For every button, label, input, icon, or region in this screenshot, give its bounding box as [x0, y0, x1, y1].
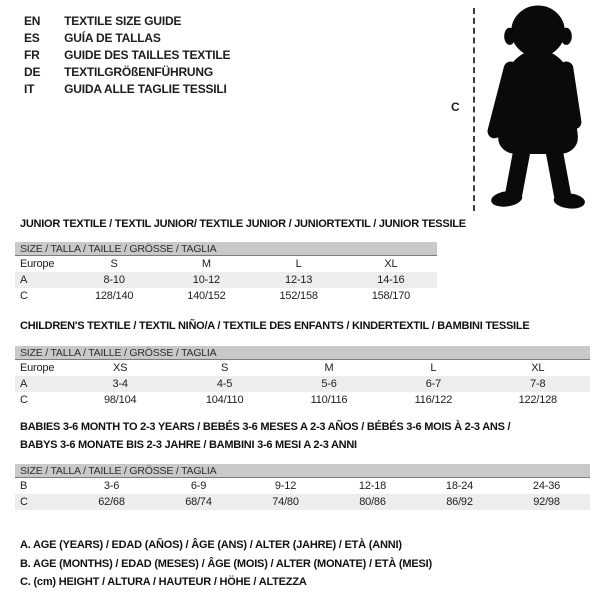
- table-cell: 98/104: [103, 394, 137, 406]
- language-label: GUIDA ALLE TAGLIE TESSILI: [64, 82, 227, 96]
- junior-table: [15, 242, 437, 304]
- babies-table-title-line1: BABIES 3-6 MONTH TO 2-3 YEARS / BEBÉS 3-6 MESES A 2-3 AÑOS / BÉBÉS 3-6 MOIS À 2-3 ANS /: [20, 421, 511, 433]
- table-cell: Europe: [20, 258, 55, 270]
- table-cell: A: [20, 378, 28, 390]
- table-cell: 6-7: [425, 378, 442, 390]
- language-label: GUÍA DE TALLAS: [64, 31, 161, 45]
- language-row-es: [24, 30, 230, 47]
- babies-table-title: [20, 419, 580, 454]
- table-row: [15, 376, 590, 392]
- table-cell: C: [20, 394, 28, 406]
- table-cell: M: [201, 258, 211, 270]
- footnote-b: B. AGE (MONTHS) / EDAD (MESES) / ÂGE (MOIS) / ALTER (MONATE) / ETÀ (MESI): [20, 557, 432, 570]
- language-code: ES: [24, 31, 40, 45]
- language-code: DE: [24, 65, 41, 79]
- table-cell: 74/80: [272, 496, 299, 508]
- table-cell: 12-18: [358, 480, 387, 492]
- language-code: EN: [24, 14, 41, 28]
- table-row: [15, 272, 437, 288]
- table-cell: 140/152: [187, 290, 226, 302]
- table-row: [15, 478, 590, 494]
- babies-size-table: [15, 478, 590, 510]
- table-row: [15, 288, 437, 304]
- table-cell: 24-36: [532, 480, 561, 492]
- table-row: [15, 360, 590, 376]
- children-table: [15, 346, 590, 408]
- table-cell: 116/122: [414, 394, 453, 406]
- table-cell: 80/86: [359, 496, 386, 508]
- table-cell: 8-10: [103, 274, 125, 286]
- footnotes: [20, 536, 432, 592]
- table-cell: 10-12: [192, 274, 220, 286]
- table-cell: 152/158: [279, 290, 318, 302]
- table-cell: 7-8: [530, 378, 546, 390]
- children-table-title: CHILDREN'S TEXTILE / TEXTIL NIÑO/A / TEXTILE DES ENFANTS / KINDERTEXTIL / BAMBINI TESSILE: [20, 320, 530, 332]
- table-cell: 18-24: [445, 480, 474, 492]
- table-cell: 62/68: [98, 496, 125, 508]
- babies-table: [15, 464, 590, 510]
- table-cell: 5-6: [321, 378, 337, 390]
- table-cell: 3-4: [112, 378, 128, 390]
- table-cell: 9-12: [274, 480, 297, 492]
- table-cell: L: [295, 258, 302, 270]
- table-cell: 14-16: [377, 274, 405, 286]
- size-header-bar: SIZE / TALLA / TAILLE / GRÖSSE / TAGLIA: [15, 346, 590, 360]
- table-cell: 158/170: [371, 290, 411, 302]
- table-cell: 128/140: [94, 290, 134, 302]
- table-row: [15, 392, 590, 408]
- table-cell: B: [20, 480, 28, 492]
- table-cell: L: [430, 362, 437, 374]
- table-cell: S: [110, 258, 118, 270]
- table-row: [15, 494, 590, 510]
- babies-table-title-line2: BABYS 3-6 MONATE BIS 2-3 JAHRE / BAMBINI 3-6 MESI A 2-3 ANNI: [20, 438, 357, 451]
- table-cell: C: [20, 290, 28, 302]
- table-cell: 92/98: [533, 496, 560, 508]
- table-cell: 122/128: [518, 394, 557, 406]
- table-cell: Europe: [20, 362, 55, 374]
- language-code: FR: [24, 48, 40, 62]
- table-cell: 104/110: [205, 394, 244, 406]
- language-list: [24, 13, 230, 98]
- table-cell: A: [20, 274, 28, 286]
- table-cell: 4-5: [216, 378, 233, 390]
- toddler-silhouette-icon: [480, 4, 594, 212]
- table-cell: XS: [113, 362, 128, 374]
- junior-size-table: [15, 256, 437, 304]
- table-cell: XL: [531, 362, 545, 374]
- table-cell: 110/116: [310, 394, 348, 406]
- language-label: TEXTILE SIZE GUIDE: [64, 14, 182, 28]
- table-row: [15, 256, 437, 272]
- table-cell: 68/74: [185, 496, 212, 508]
- table-cell: S: [221, 362, 229, 374]
- language-label: TEXTILGRÖßENFÜHRUNG: [64, 65, 214, 79]
- language-label: GUIDE DES TAILLES TEXTILE: [64, 48, 231, 62]
- table-cell: 6-9: [190, 480, 207, 492]
- table-cell: 3-6: [103, 480, 120, 492]
- size-header-bar: SIZE / TALLA / TAILLE / GRÖSSE / TAGLIA: [15, 464, 590, 478]
- language-row-fr: [24, 47, 230, 64]
- table-cell: 12-13: [285, 274, 313, 286]
- language-code: IT: [24, 82, 35, 96]
- table-cell: 86/92: [446, 496, 473, 508]
- height-measure-dashed-line: [473, 8, 475, 211]
- language-row-it: [24, 81, 230, 98]
- table-cell: M: [324, 362, 334, 374]
- height-measure-label: C: [451, 100, 460, 114]
- language-row-en: [24, 13, 230, 30]
- table-cell: C: [20, 496, 28, 508]
- children-size-table: [15, 360, 590, 408]
- junior-table-title: JUNIOR TEXTILE / TEXTIL JUNIOR/ TEXTILE JUNIOR / JUNIORTEXTIL / JUNIOR TESSILE: [20, 218, 466, 230]
- size-header-bar: SIZE / TALLA / TAILLE / GRÖSSE / TAGLIA: [15, 242, 437, 256]
- table-cell: XL: [384, 258, 398, 270]
- footnote-c: C. (cm) HEIGHT / ALTURA / HAUTEUR / HÖHE / ALTEZZA: [20, 576, 307, 588]
- language-row-de: [24, 64, 230, 81]
- footnote-a: A. AGE (YEARS) / EDAD (AÑOS) / ÂGE (ANS) / ALTER (JAHRE) / ETÀ (ANNI): [20, 539, 402, 551]
